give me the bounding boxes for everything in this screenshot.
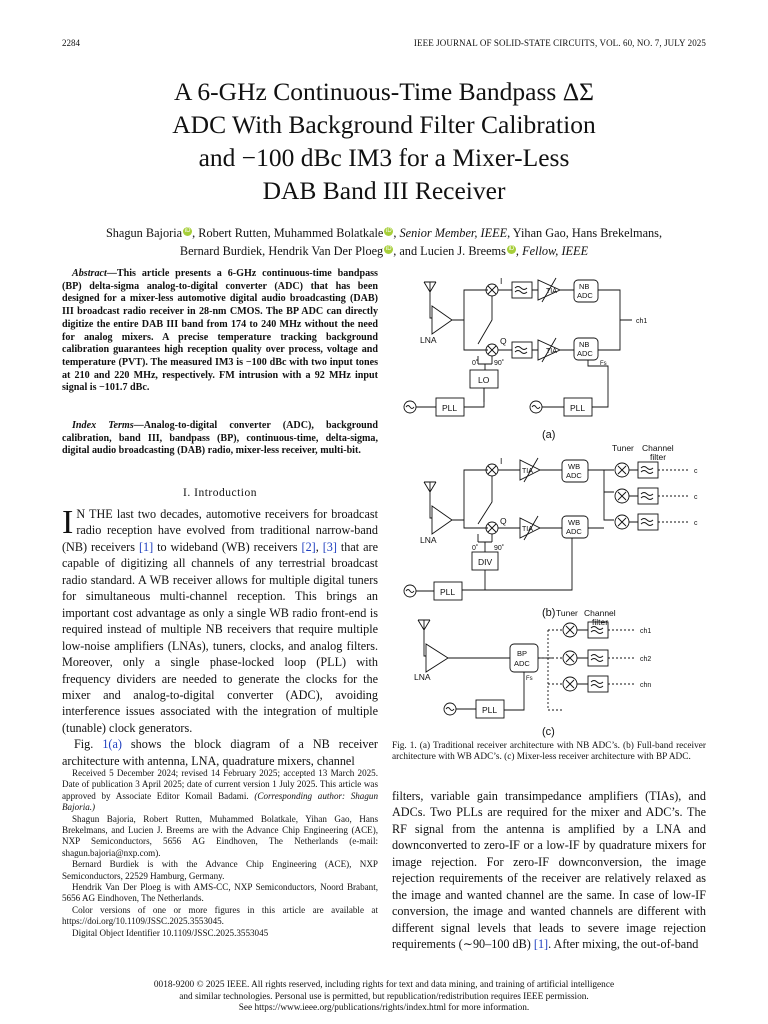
fig-label: filter (650, 452, 667, 462)
intro-text: to wideband (WB) receivers (153, 539, 302, 554)
corresponding-author: (Corresponding author: Shagun Bajoria.) (62, 790, 378, 813)
fig-label: LO (478, 375, 490, 385)
author-sep: , (393, 226, 400, 240)
citation-link[interactable]: [1] (138, 539, 154, 554)
fig-label: 90˚ (494, 360, 505, 367)
fig-label: Fs (526, 676, 533, 682)
index-terms-dash: — (133, 420, 144, 431)
body-text: filters, variable gain transimpedance amplifiers (TIAs), and ADCs. Two PLLs are required for the mixer and ADC’s. The RF signal from the antenna is amplified by a LNA and downconverted to zero-IF or a low-IF by quadrature mixers for image rejection. For zero-IF downconversion, the image rejection requirements of the receiver are relatively relaxed as the image and wanted channel are the same. In case of low-IF conversion, the image and wanted channels are different with different signal levels that leads to severe image rejection requirements (∼90–100 dB) (392, 789, 706, 952)
orcid-icon[interactable]: iD (184, 227, 191, 234)
fig-label: ch1 (636, 318, 648, 325)
fig-label: PLL (442, 403, 458, 413)
fig-label: LNA (420, 535, 437, 545)
fig-label: 0˚ (472, 360, 479, 367)
subfig-label: (c) (542, 726, 555, 738)
fig-label: TIA (546, 288, 557, 295)
abstract-label: Abstract (72, 268, 107, 279)
author-role: Senior Member, IEEE (399, 226, 508, 240)
title-line: A 6-GHz Continuous-Time Bandpass ΔΣ (174, 77, 594, 106)
author-role: Fellow, IEEE (522, 244, 589, 258)
fig-label: Tuner (612, 443, 634, 453)
fig-label: PLL (482, 705, 498, 715)
index-terms-label: Index Terms (72, 420, 134, 431)
antenna-icon (424, 282, 436, 310)
copyright-line: 0018-9200 © 2025 IEEE. All rights reserved, including rights for text and data mining, and training of artificial intelligence (153, 980, 615, 990)
copyright-line: and similar technologies. Personal use is permitted, but republication/redistribution requires IEEE permission. (179, 991, 589, 1002)
introduction-text (62, 506, 378, 769)
fig-label: WB (568, 462, 581, 471)
fig-label: c (694, 468, 698, 475)
intro-text: shows the block diagram of a NB receiver architecture with antenna, LNA, quadrature mixers, channel (62, 737, 378, 768)
footnote-text: Received 5 December 2024; revised 14 February 2025; accepted 13 March 2025. Date of publication 3 April 2025; date of current version 1 July 2025. This article was approved by Associate Editor Komail Badami. (62, 768, 378, 801)
fig-label: ADC (566, 527, 582, 536)
index-terms-text: Analog-to-digital converter (ADC), background calibration, band III, bandpass (BP), continuous-time, delta-sigma, digital audio broadcasting (DAB) radio, mixer-less receiver, multi-bit. (62, 420, 378, 457)
page-number: 2284 (62, 38, 80, 48)
fig-label: PLL (440, 587, 456, 597)
title-line: and −100 dBc IM3 for a Mixer-Less (198, 143, 570, 172)
receiver-block-diagrams (392, 270, 712, 740)
fig-label: WB (568, 518, 581, 527)
orcid-icon[interactable]: iD (508, 245, 515, 252)
fig-label: ADC (566, 471, 582, 480)
orcid-icon[interactable]: iD (385, 245, 392, 252)
author-name: Bernard Burdiek, Hendrik Van Der Ploeg (179, 244, 384, 258)
fig-label: c (694, 520, 698, 527)
fig-label: Fs (600, 361, 607, 367)
figure-caption: Fig. 1. (a) Traditional receiver architecture with NB ADC’s. (b) Full-band receiver architecture with WB ADC’s. (c) Mixer-less receiver architecture with BP ADC. (392, 741, 706, 763)
fig-label: TIA (522, 526, 533, 533)
figure-link[interactable]: 1(a) (102, 737, 122, 752)
fig-label: 90˚ (494, 545, 505, 552)
lna-triangle (432, 306, 452, 334)
fig-label: Tuner (556, 608, 578, 618)
copyright-line: See https://www.ieee.org/publications/rights/index.html for more information. (238, 1003, 530, 1014)
footnote-text: Shagun Bajoria, Robert Rutten, Muhammed Bolatkale, Yihan Gao, Hans Brekelmans, and Lucien J. Breems are with the Advance Chip Engineering (ACE), NXP Semiconductors, 5656 AG Eindhoven, The Netherlands (e-mail: shagun.bajoria@nxp.com). (62, 813, 378, 858)
footnote-text: Hendrik Van Der Ploeg is with AMS-CC, NXP Semiconductors, Noord Brabant, 5656 AG Eindhoven, The Netherlands. (62, 882, 378, 904)
fig-label: NB (579, 340, 590, 349)
fig-label: ADC (514, 659, 530, 668)
author-name: , and Lucien J. Breems (393, 244, 506, 258)
fig-label: ADC (577, 349, 593, 358)
fig-label: 0˚ (472, 545, 479, 552)
intro-text: that are capable of digitizing all channels of any terrestrial broadcast radio standard. A WB receiver allows for multiple digital tuners for simultaneous multi-channel reception. This brings an important cost advantage as only a single WB radio front-end is required instead of multiple NB receivers that require multiple low-noise amplifiers (LNAs), tuners, clocks, and analog filters. Moreover, only a single phase-locked loop (PLL) with frequency dividers are needed to generate the clocks for the mixer and analog-to-digital converter (ADC), avoiding interference issues associated with the integration of multiple (tunable) clock generators. (62, 539, 379, 735)
journal-header: IEEE JOURNAL OF SOLID-STATE CIRCUITS, VOL. 60, NO. 7, JULY 2025 (413, 38, 706, 48)
footnote-text: Bernard Burdiek is with the Advance Chip Engineering (ACE), NXP Semiconductors, 22529 Hamburg, Germany. (62, 859, 378, 881)
paper-title (62, 75, 706, 207)
fig-label: TIA (546, 348, 557, 355)
title-line: ADC With Background Filter Calibration (172, 110, 596, 139)
intro-text: Fig. (74, 737, 103, 752)
fig-label: I (500, 456, 503, 466)
author-name: , Robert Rutten, Muhammed Bolatkale (192, 226, 384, 240)
fig-label: I (500, 276, 503, 286)
citation-link[interactable]: [1] (533, 937, 549, 952)
fig-label: Q (500, 516, 507, 526)
fig-label: Channel (584, 608, 616, 618)
index-terms (62, 420, 378, 458)
fig-label: LNA (414, 672, 431, 682)
section-heading: I. Introduction (183, 487, 257, 499)
fig-label: Channel (642, 443, 674, 453)
citation-link[interactable]: [2] (301, 539, 316, 554)
orcid-icon[interactable]: iD (386, 227, 392, 234)
figure-1 (392, 270, 712, 740)
fig-label: BP (517, 649, 528, 658)
abstract (62, 268, 378, 395)
intro-text: , (315, 539, 323, 554)
footnote (62, 768, 378, 939)
author-list (62, 224, 706, 260)
citation-link[interactable]: [3] (322, 539, 337, 554)
copyright-notice (62, 980, 706, 1015)
author-sep: , (515, 244, 523, 258)
author-name: , Yihan Gao, Hans Brekelmans, (507, 226, 663, 240)
fig-label: c (694, 494, 698, 501)
intro-text: N THE last two decades, automotive receivers for broadcast radio reception have evolved from traditional narrow-band (NB) receivers (62, 507, 378, 554)
filter-icon (512, 282, 532, 298)
fig-label: PLL (570, 403, 586, 413)
fig-label: ADC (577, 291, 593, 300)
fig-label: NB (579, 282, 590, 291)
subfig-label: (b) (542, 607, 556, 619)
footnote-text: Digital Object Identifier 10.1109/JSSC.2025.3553045 (72, 927, 269, 938)
body-text: . After mixing, the out-of-band (548, 937, 699, 952)
fig-label: filter (592, 617, 609, 627)
filter-icon (512, 342, 532, 358)
abstract-text: This article presents a 6-GHz continuous-time bandpass (BP) delta-sigma analog-to-digital converter (ADC) that has been designed for a mixer-less automotive digital audio broadcasting (DAB) III broadcast radio receiver in 28-nm CMOS. The BP ADC can directly digitize the entire DAB III band from 174 to 240 MHz without the need for analog mixers. A precise temperature tracking background calibration guarantees high reception quality over process, voltage and temperature (PVT). The measured IM3 is −100 dBc with two input tones at 210 and 220 MHz, respectively. FM intrusion with a 92 MHz input signal is −101.7 dBc. (62, 268, 378, 394)
footnote-text: Color versions of one or more figures in this article are available at https://doi.org/10.1109/JSSC.2025.3553045. (62, 904, 378, 927)
fig-label: chn (640, 682, 652, 689)
drop-cap: I (62, 504, 74, 541)
author-name: Shagun Bajoria (105, 226, 183, 240)
fig-label: ch2 (640, 656, 652, 663)
fig-label: TIA (522, 468, 533, 475)
abstract-dash: — (106, 268, 117, 279)
subfig-label: (a) (542, 429, 556, 441)
body-text-right (392, 788, 706, 953)
title-line: DAB Band III Receiver (262, 176, 506, 205)
fig-label: LNA (420, 335, 437, 345)
fig-label: DIV (478, 557, 493, 567)
fig-label: Q (500, 336, 507, 346)
fig-label: ch1 (640, 628, 652, 635)
